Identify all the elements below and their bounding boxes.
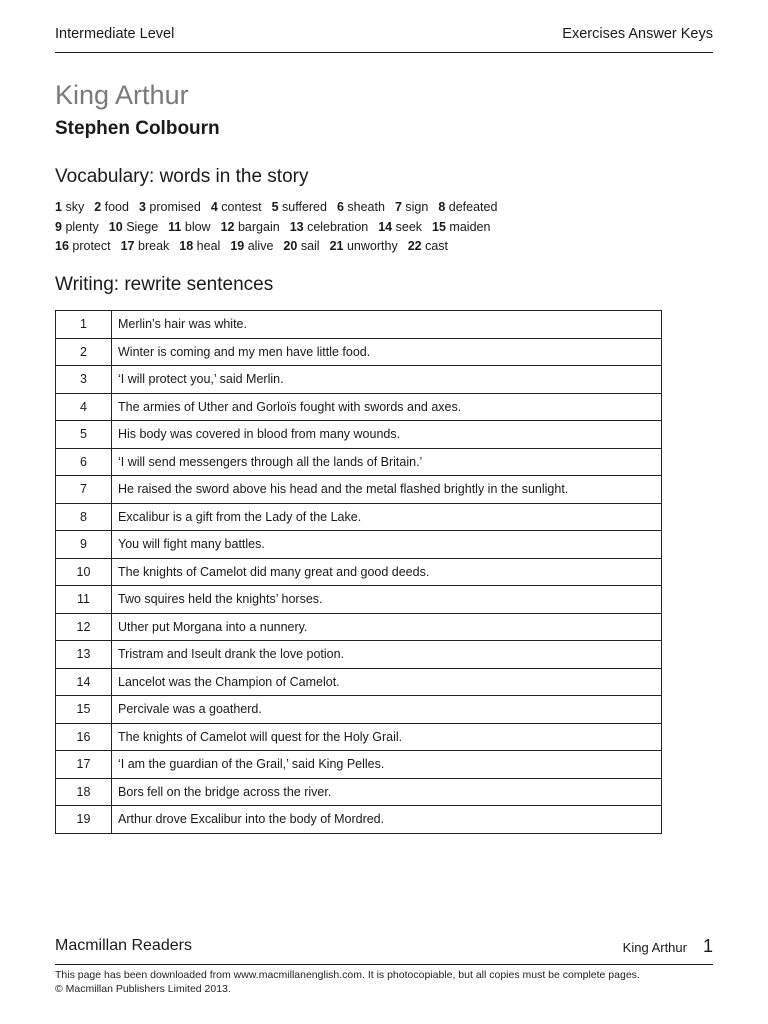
vocabulary-number: 7 [394, 200, 402, 214]
vocabulary-number: 4 [210, 200, 218, 214]
vocabulary-number: 13 [289, 219, 304, 234]
vocabulary-item [121, 239, 170, 253]
sentence-text: He raised the sword above his head and the metal flashed brightly in the sunlight. [112, 476, 662, 504]
sentences-table [55, 310, 662, 834]
row-number: 2 [56, 338, 112, 366]
vocabulary-item [290, 220, 369, 234]
table-row [56, 668, 662, 696]
vocabulary-item [330, 239, 398, 253]
sentence-text: Two squires held the knights’ horses. [112, 586, 662, 614]
page-footer [55, 934, 713, 965]
vocabulary-number: 2 [94, 200, 102, 214]
sentence-text: Bors fell on the bridge across the river. [112, 778, 662, 806]
vocabulary-number: 16 [55, 239, 69, 253]
row-number: 8 [56, 503, 112, 531]
table-row [56, 641, 662, 669]
vocabulary-number: 5 [271, 200, 279, 214]
level-label: Intermediate Level [55, 26, 175, 42]
vocabulary-word: unworthy [346, 239, 398, 253]
row-number: 13 [56, 641, 112, 669]
vocabulary-number: 17 [120, 239, 135, 253]
vocabulary-item [55, 200, 84, 214]
vocabulary-word: heal [196, 239, 221, 253]
row-number: 5 [56, 421, 112, 449]
table-row [56, 696, 662, 724]
vocabulary-item [55, 220, 99, 234]
sentence-text: Uther put Morgana into a nunnery. [112, 613, 662, 641]
publisher-brand: Macmillan Readers [55, 937, 192, 954]
vocabulary-word: defeated [448, 200, 498, 214]
vocabulary-item [139, 200, 201, 214]
sentence-text: ‘I will protect you,’ said Merlin. [112, 366, 662, 394]
vocabulary-number: 9 [55, 219, 62, 234]
table-row [56, 393, 662, 421]
vocabulary-word: suffered [282, 200, 327, 214]
vocabulary-answers [55, 198, 715, 257]
row-number: 17 [56, 751, 112, 779]
table-row [56, 613, 662, 641]
page-header [55, 24, 713, 53]
vocabulary-number: 8 [438, 200, 446, 214]
table-row [56, 531, 662, 559]
sentence-text: His body was covered in blood from many wounds. [112, 421, 662, 449]
table-row [56, 751, 662, 779]
sentence-text: Tristram and Iseult drank the love potion. [112, 641, 662, 669]
row-number: 11 [56, 586, 112, 614]
vocabulary-number: 19 [230, 239, 245, 253]
vocabulary-word: blow [184, 219, 211, 234]
row-number: 14 [56, 668, 112, 696]
vocabulary-word: maiden [449, 219, 491, 234]
vocabulary-item [221, 220, 280, 234]
vocabulary-word: promised [149, 200, 201, 214]
row-number: 6 [56, 448, 112, 476]
vocabulary-item [337, 200, 385, 214]
vocabulary-item [179, 239, 220, 253]
vocabulary-number: 14 [378, 219, 393, 234]
vocabulary-word: sign [405, 200, 429, 214]
row-number: 7 [56, 476, 112, 504]
row-number: 16 [56, 723, 112, 751]
writing-heading: Writing: rewrite sentences [55, 274, 274, 295]
vocabulary-item [438, 200, 497, 214]
vocabulary-item [168, 220, 210, 234]
table-row [56, 778, 662, 806]
vocabulary-number: 1 [55, 200, 62, 214]
vocabulary-number: 12 [220, 219, 235, 234]
vocabulary-word: seek [395, 219, 423, 234]
vocabulary-item [378, 220, 422, 234]
vocabulary-word: food [104, 200, 129, 214]
vocabulary-number: 10 [108, 219, 123, 234]
table-row [56, 586, 662, 614]
vocabulary-line [55, 237, 715, 257]
vocabulary-word: Siege [126, 219, 159, 234]
table-row [56, 503, 662, 531]
sentence-text: Arthur drove Excalibur into the body of Mordred. [112, 806, 662, 834]
vocabulary-item [211, 200, 262, 214]
vocabulary-word: bargain [237, 219, 280, 234]
vocabulary-number: 11 [168, 219, 182, 234]
download-notice: This page has been downloaded from www.macmillanenglish.com. It is photocopiable, but all copies must be complete pages. [55, 969, 640, 981]
vocabulary-number: 15 [432, 219, 446, 234]
row-number: 15 [56, 696, 112, 724]
copyright-line: © Macmillan Publishers Limited 2013. [55, 983, 231, 995]
sentence-text: The armies of Uther and Gorloïs fought with swords and axes. [112, 393, 662, 421]
copyright-notice [55, 968, 735, 996]
vocabulary-word: celebration [307, 219, 369, 234]
vocabulary-word: cast [425, 239, 449, 253]
table-row [56, 366, 662, 394]
vocabulary-line [55, 198, 715, 218]
page-number: 1 [702, 936, 713, 956]
sentence-text: Percivale was a goatherd. [112, 696, 662, 724]
table-row [56, 558, 662, 586]
row-number: 18 [56, 778, 112, 806]
answer-keys-label: Exercises Answer Keys [562, 26, 713, 42]
vocabulary-word: sail [300, 239, 320, 253]
table-row [56, 476, 662, 504]
table-row [56, 421, 662, 449]
sentence-text: Excalibur is a gift from the Lady of the Lake. [112, 503, 662, 531]
sentence-text: Lancelot was the Champion of Camelot. [112, 668, 662, 696]
vocabulary-item [94, 200, 129, 214]
vocabulary-number: 6 [336, 200, 344, 214]
vocabulary-word: sky [65, 200, 85, 214]
row-number: 9 [56, 531, 112, 559]
row-number: 1 [56, 311, 112, 339]
vocabulary-heading: Vocabulary: words in the story [55, 166, 309, 187]
row-number: 19 [56, 806, 112, 834]
sentence-text: The knights of Camelot did many great and good deeds. [112, 558, 662, 586]
vocabulary-number: 3 [138, 200, 146, 214]
row-number: 3 [56, 366, 112, 394]
vocabulary-item [109, 220, 158, 234]
sentence-text: Merlin’s hair was white. [112, 311, 662, 339]
vocabulary-word: alive [247, 239, 274, 253]
vocabulary-item [432, 220, 490, 234]
vocabulary-number: 21 [329, 239, 344, 253]
vocabulary-item [283, 239, 319, 253]
book-author: Stephen Colbourn [55, 118, 220, 139]
book-title: King Arthur [55, 80, 189, 110]
sentence-text: Winter is coming and my men have little food. [112, 338, 662, 366]
vocabulary-item [272, 200, 327, 214]
vocabulary-word: break [138, 239, 170, 253]
vocabulary-item [395, 200, 428, 214]
table-row [56, 723, 662, 751]
vocabulary-number: 22 [407, 239, 422, 253]
vocabulary-line [55, 218, 715, 238]
vocabulary-word: protect [72, 239, 111, 253]
row-number: 12 [56, 613, 112, 641]
table-row [56, 806, 662, 834]
vocabulary-item [55, 239, 111, 253]
vocabulary-number: 20 [283, 239, 298, 253]
table-row [56, 448, 662, 476]
vocabulary-item [408, 239, 448, 253]
vocabulary-number: 18 [179, 239, 194, 253]
row-number: 4 [56, 393, 112, 421]
sentence-text: ‘I am the guardian of the Grail,’ said King Pelles. [112, 751, 662, 779]
table-row [56, 338, 662, 366]
sentence-text: You will fight many battles. [112, 531, 662, 559]
vocabulary-word: sheath [347, 200, 385, 214]
sentence-text: The knights of Camelot will quest for the Holy Grail. [112, 723, 662, 751]
table-row [56, 311, 662, 339]
sentence-text: ‘I will send messengers through all the lands of Britain.’ [112, 448, 662, 476]
footer-book-title: King Arthur [622, 940, 687, 955]
row-number: 10 [56, 558, 112, 586]
vocabulary-word: plenty [65, 219, 99, 234]
vocabulary-word: contest [221, 200, 262, 214]
vocabulary-item [230, 239, 273, 253]
